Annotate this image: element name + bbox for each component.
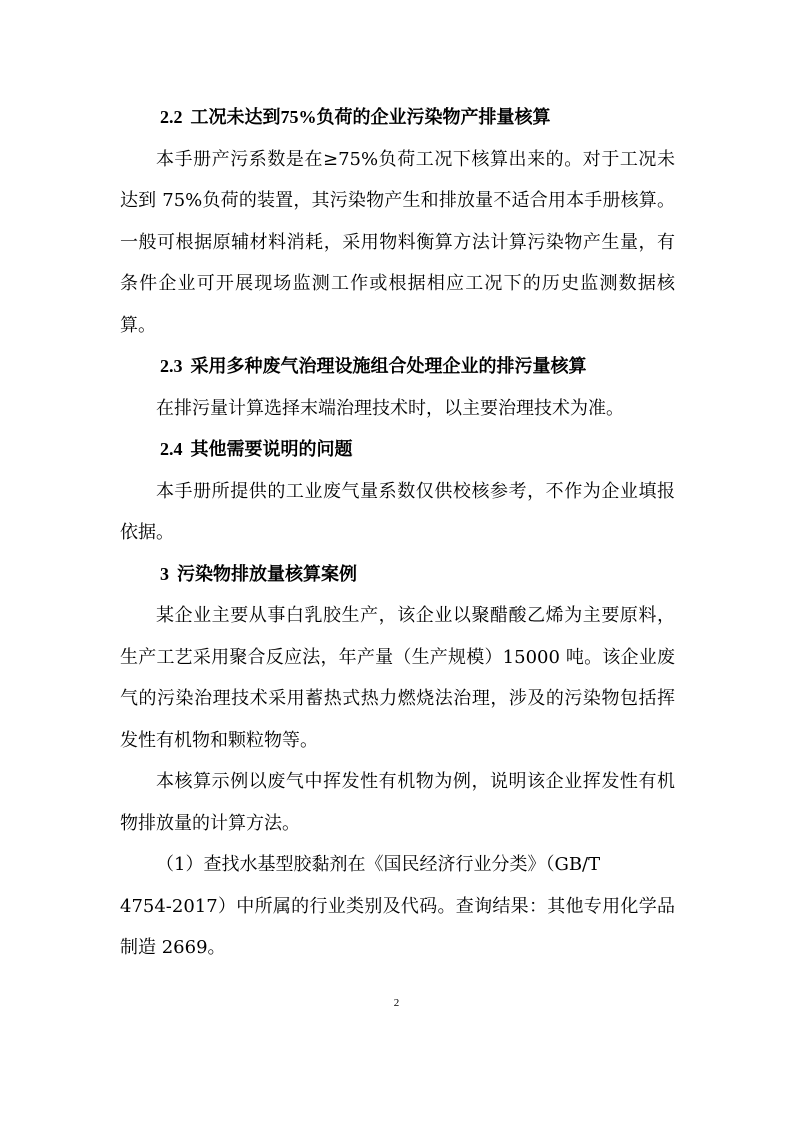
section-number: 2.3: [160, 356, 183, 376]
paragraph: [120, 844, 675, 969]
section-title: 工况未达到75%负荷的企业污染物产排量核算: [190, 107, 551, 127]
paragraph-line: 制造 2669。: [120, 937, 226, 958]
paragraph: [120, 388, 675, 430]
paragraph-line: 生产工艺采用聚合反应法，年产量（生产规模）15000 吨。该企业废: [120, 646, 675, 668]
section: [120, 429, 675, 554]
paragraph-line: 在排污量计算选择末端治理技术时，以主要治理技术为准。: [156, 397, 624, 419]
section: [120, 97, 675, 346]
section: [120, 554, 675, 969]
paragraph-line: 本手册所提供的工业废气量系数仅供校核参考，不作为企业填报: [156, 480, 675, 502]
section-heading: [120, 97, 675, 139]
paragraph-line: 达到 75%负荷的装置，其污染物产生和排放量不适合用本手册核算。: [120, 190, 675, 211]
section-number: 2.4: [160, 439, 183, 459]
paragraph-line: 物排放量的计算方法。: [120, 812, 300, 834]
section-title: 采用多种废气治理设施组合处理企业的排污量核算: [190, 356, 587, 376]
paragraph: [120, 471, 675, 554]
paragraph: [120, 595, 675, 761]
section-number: 3: [160, 563, 169, 584]
paragraph-line: 4754-2017）中所属的行业类别及代码。查询结果：其他专用化学品: [120, 895, 675, 917]
paragraph-line: 本核算示例以废气中挥发性有机物为例，说明该企业挥发性有机: [156, 771, 675, 792]
paragraph-line: 某企业主要从事白乳胶生产，该企业以聚醋酸乙烯为主要原料，: [156, 605, 675, 626]
paragraph-line: 一般可根据原辅材料消耗，采用物料衡算方法计算污染物产生量，有: [120, 231, 675, 253]
page-number: 2: [393, 997, 400, 1009]
section: [120, 346, 675, 429]
section-heading: [120, 346, 675, 388]
paragraph-line: 算。: [120, 314, 156, 336]
section-heading: [120, 554, 675, 596]
paragraph-line: 条件企业可开展现场监测工作或根据相应工况下的历史监测数据核: [120, 273, 675, 294]
section-title: 污染物排放量核算案例: [177, 563, 357, 584]
paragraph-line: （1）查找水基型胶黏剂在《国民经济行业分类》（GB/T: [156, 854, 601, 875]
paragraph-line: 本手册产污系数是在≥75%负荷工况下核算出来的。对于工况未: [156, 148, 675, 170]
page-body: [120, 97, 675, 969]
paragraph: [120, 761, 675, 844]
paragraph: [120, 139, 675, 347]
paragraph-line: 发性有机物和颗粒物等。: [120, 729, 318, 751]
section-number: 2.2: [160, 107, 183, 127]
paragraph-line: 气的污染治理技术采用蓄热式热力燃烧法治理，涉及的污染物包括挥: [120, 688, 675, 709]
paragraph-line: 依据。: [120, 522, 174, 543]
section-title: 其他需要说明的问题: [190, 439, 353, 459]
section-heading: [120, 429, 675, 471]
